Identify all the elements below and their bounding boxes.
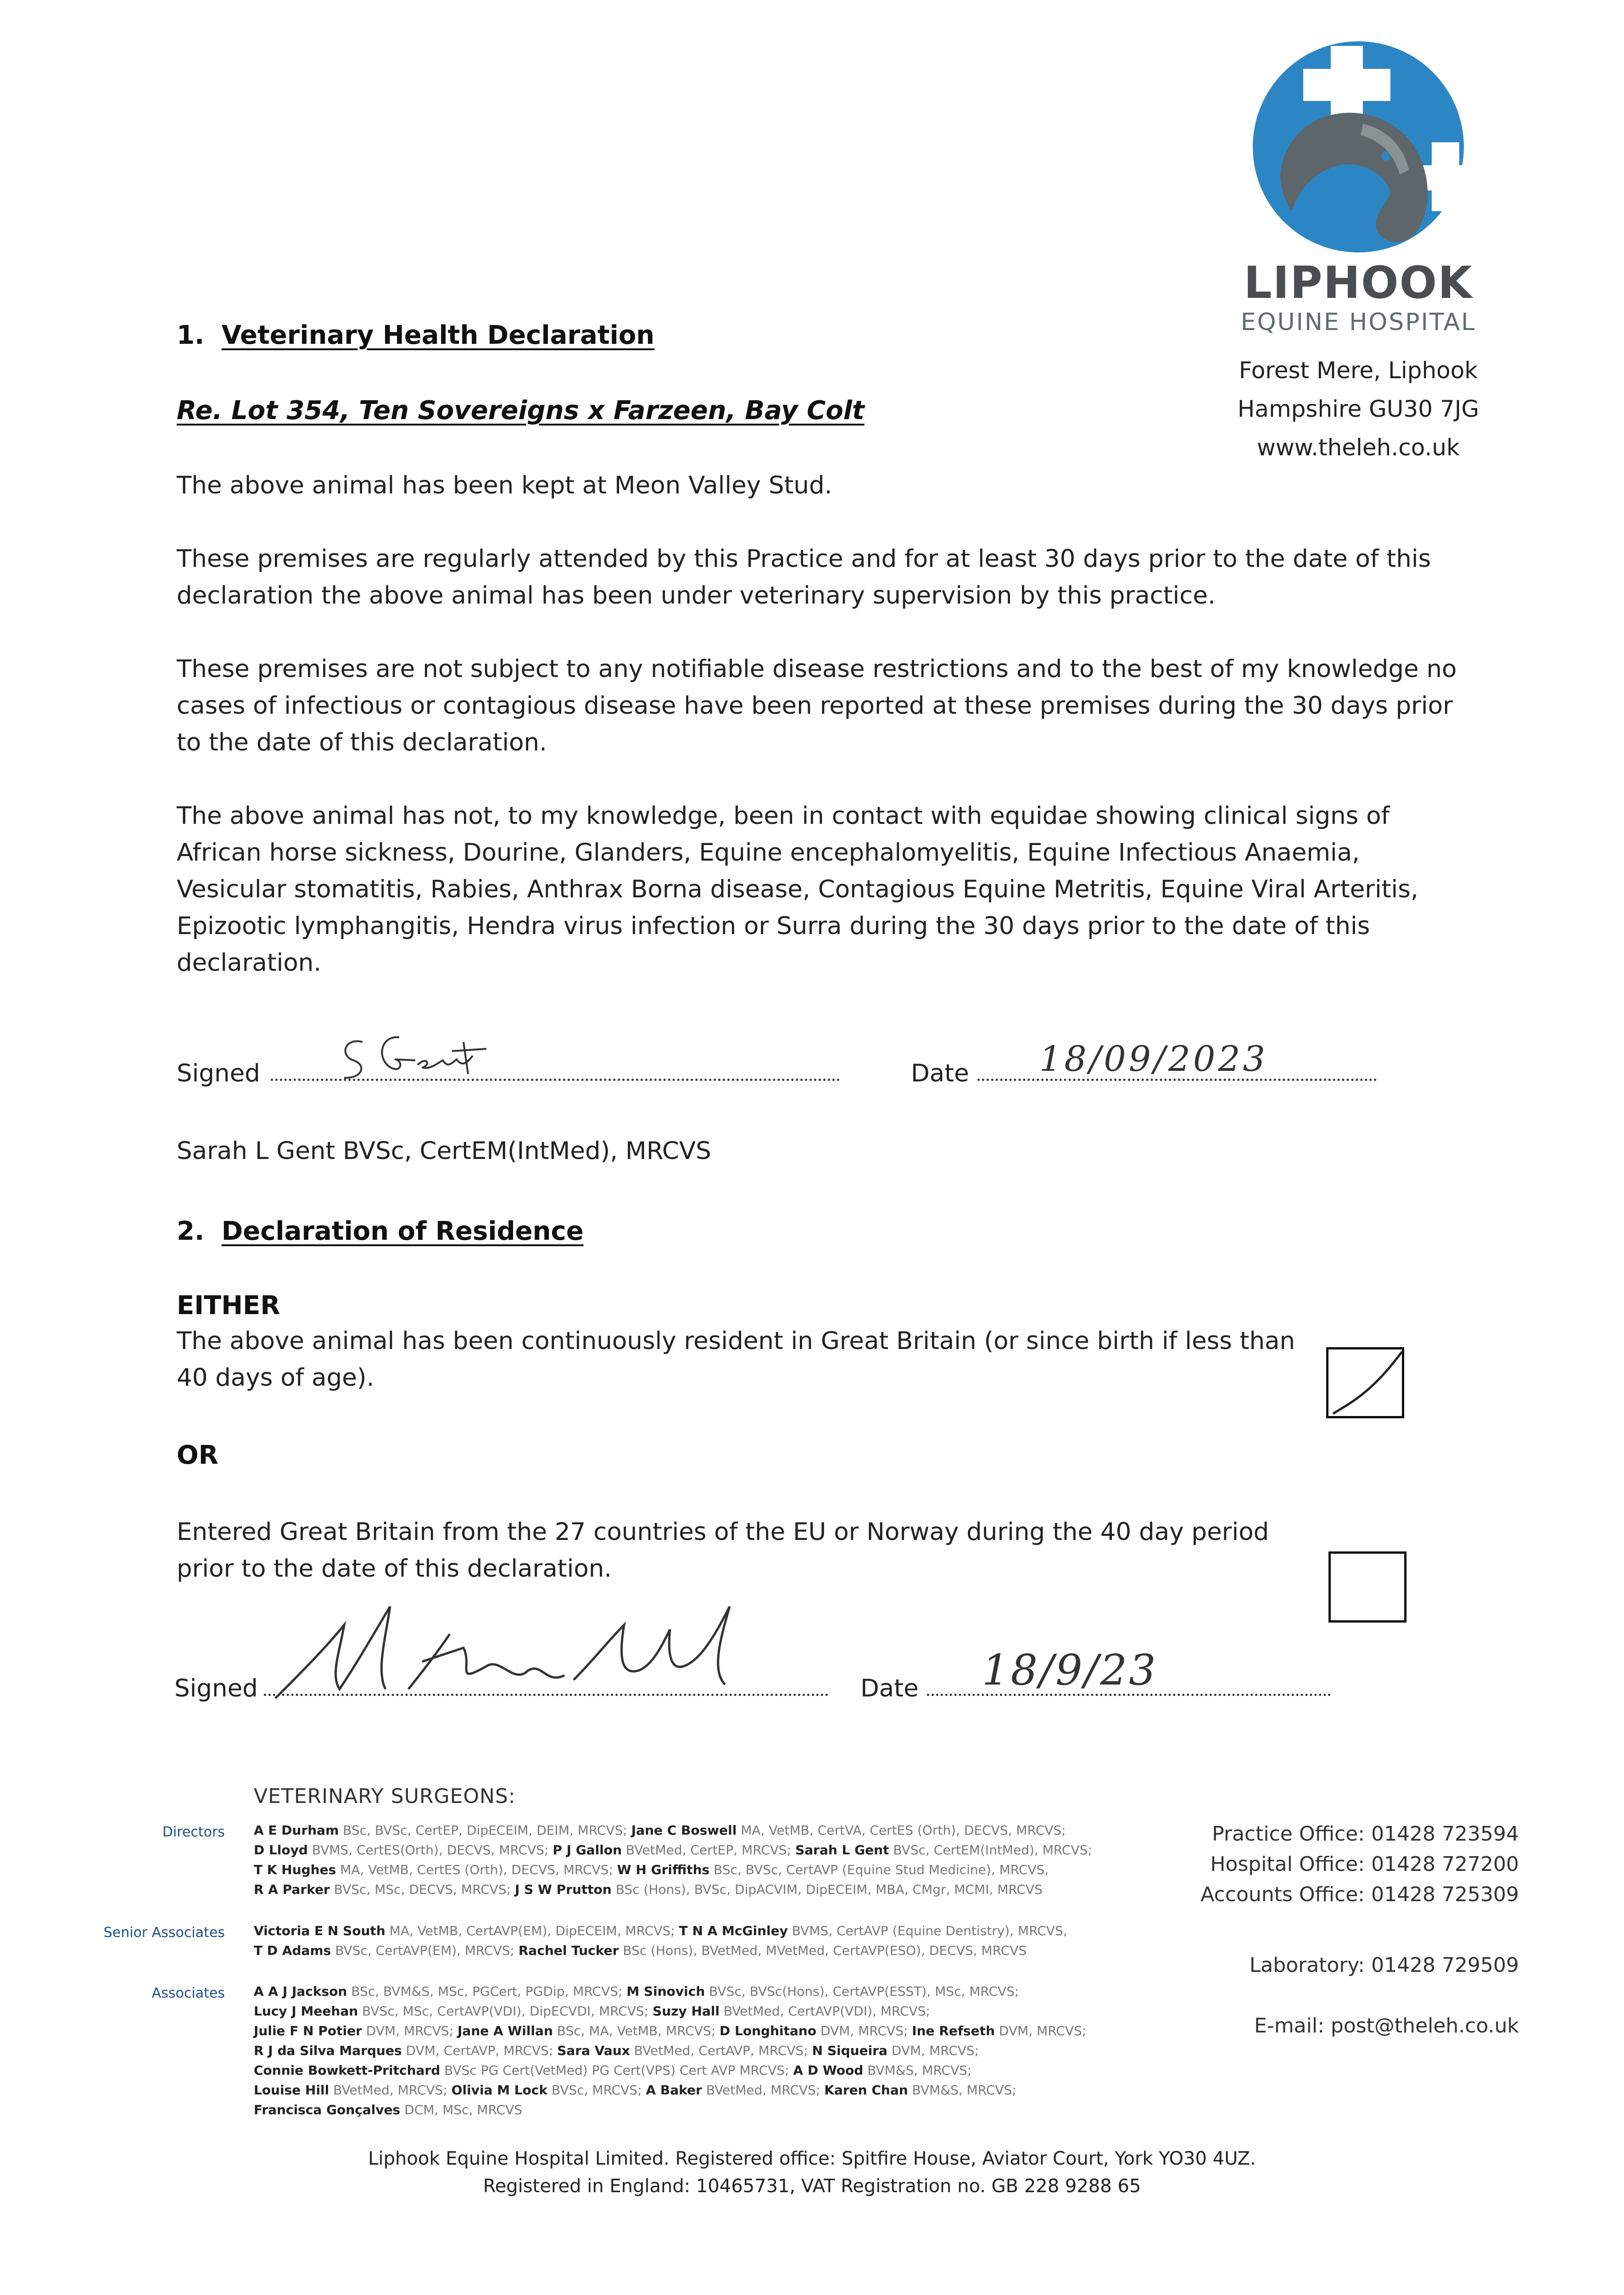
section-1-title: Veterinary Health Declaration: [221, 320, 655, 350]
para-no-restrictions-line-1: These premises are not subject to any notifiable disease restrictions and to the best of my knowledge no: [177, 655, 1457, 683]
staff-qualifications: BVMS, CertAVP (Equine Dentistry), MRCVS,: [787, 1923, 1067, 1938]
brand-subtitle: EQUINE HOSPITAL: [1240, 308, 1476, 336]
para-no-contact-line-2: African horse sickness, Dourine, Glanders, Equine encephalomyelitis, Equine Infectious Anaemia,: [177, 839, 1360, 867]
staff-line: [254, 1840, 1116, 1860]
section-1-number: 1.: [177, 320, 205, 350]
staff-qualifications: BSc, BVSc, CertEP, DipECEIM, DEIM, MRCVS;: [339, 1823, 631, 1838]
date-value-1: 18/09/2023: [1039, 1038, 1268, 1079]
staff-name: R J da Silva Marques: [254, 2043, 402, 2058]
staff-name: Victoria E N South: [254, 1923, 385, 1938]
para-no-contact-line-5: declaration.: [177, 949, 322, 977]
option-1-text: [177, 1323, 1295, 1396]
staff-name: D Longhitano: [720, 2023, 817, 2038]
staff-line: [254, 2041, 1116, 2060]
staff-qualifications: MA, VetMB, CertAVP(EM), DipECEIM, MRCVS;: [385, 1923, 679, 1938]
staff-qualifications: BVSc, CertAVP(EM), MRCVS;: [331, 1943, 519, 1958]
staff-name: A D Wood: [793, 2063, 864, 2078]
date-value-2: 18/9/23: [982, 1646, 1158, 1695]
para-supervision-line-2: declaration the above animal has been under veterinary supervision by this practice.: [177, 582, 1216, 610]
staff-qualifications: BSc, MA, VetMB, MRCVS;: [552, 2023, 720, 2038]
laboratory-phone: Laboratory: 01428 729509: [1249, 1954, 1519, 1977]
staff-qualifications: BVSc, CertEM(IntMed), MRCVS;: [889, 1842, 1092, 1858]
staff-qualifications: BVM&S, MRCVS;: [863, 2063, 972, 2078]
section-2-heading: [177, 1216, 584, 1246]
staff-qualifications: DVM, MRCVS;: [816, 2023, 912, 2038]
staff-qualifications: BSc, BVSc, CertAVP (Equine Stud Medicine), MRCVS,: [709, 1862, 1049, 1877]
para-supervision-line-1: These premises are regularly attended by this Practice and for at least 30 days prior to the date of this: [177, 545, 1431, 573]
staff-line: [254, 1921, 1116, 1941]
staff-qualifications: DVM, CertAVP, MRCVS;: [402, 2043, 558, 2058]
website: www.theleh.co.uk: [1256, 434, 1460, 461]
staff-qualifications: BVetMed, CertAVP, MRCVS;: [630, 2043, 812, 2058]
signatory-name: Sarah L Gent BVSc, CertEM(IntMed), MRCVS: [177, 1137, 711, 1165]
staff-name: Jane A Willan: [458, 2023, 553, 2038]
address-line-2: Hampshire GU30 7JG: [1237, 396, 1479, 422]
staff-name: Louise Hill: [254, 2082, 329, 2098]
staff-name: T N A McGinley: [679, 1923, 788, 1938]
staff-line: [254, 1880, 1116, 1899]
staff-line: [254, 2021, 1116, 2041]
staff-qualifications: MA, VetMB, CertVA, CertES (Orth), DECVS, MRCVS;: [737, 1823, 1066, 1838]
para-no-contact-line-1: The above animal has not, to my knowledge, been in contact with equidae showing clinical signs of: [177, 802, 1390, 830]
staff-name: Julie F N Potier: [254, 2023, 362, 2038]
staff-qualifications: DVM, MRCVS;: [887, 2043, 979, 2058]
staff-name: Connie Bowkett-Pritchard: [254, 2063, 441, 2078]
staff-line: [254, 2100, 1116, 2120]
directors-list: [254, 1820, 1116, 1899]
option-2-text: [177, 1514, 1269, 1587]
signature-1-drawing: [335, 1024, 519, 1088]
staff-line: [254, 1820, 1116, 1840]
staff-name: A A J Jackson: [254, 1984, 347, 1999]
staff-name: T D Adams: [254, 1943, 331, 1958]
company-registration-line-2: Registered in England: 10465731, VAT Registration no. GB 228 9288 65: [483, 2176, 1141, 2197]
staff-line: [254, 2001, 1116, 2021]
staff-name: T K Hughes: [254, 1862, 336, 1877]
staff-qualifications: DVM, MRCVS;: [362, 2023, 458, 2038]
staff-line: [254, 1860, 1116, 1880]
staff-qualifications: BVetMed, MRCVS;: [329, 2082, 452, 2098]
or-label: OR: [177, 1440, 218, 1470]
staff-qualifications: BVSc, MSc, DECVS, MRCVS;: [329, 1882, 515, 1897]
staff-name: M Sinovich: [626, 1984, 705, 1999]
para-no-restrictions: [177, 651, 1457, 761]
section-2-number: 2.: [177, 1216, 205, 1246]
staff-qualifications: BSc (Hons), BVetMed, MVetMed, CertAVP(ESO), DECVS, MRCVS: [619, 1943, 1027, 1958]
signature-2-drawing: [271, 1597, 798, 1703]
signed-label-2: Signed: [174, 1674, 258, 1702]
staff-name: Sara Vaux: [557, 2043, 630, 2058]
company-registration-line-1: Liphook Equine Hospital Limited. Registered office: Spitfire House, Aviator Court, York YO30 4UZ.: [368, 2148, 1256, 2169]
staff-name: R A Parker: [254, 1882, 330, 1897]
staff-name: Rachel Tucker: [518, 1943, 619, 1958]
associates-list: [254, 1982, 1116, 2120]
staff-name: N Siqueira: [812, 2043, 887, 2058]
either-label: EITHER: [177, 1291, 280, 1321]
option-1-line-2: 40 days of age).: [177, 1364, 374, 1392]
associates-label: Associates: [151, 1985, 225, 2001]
para-no-contact: [177, 798, 1418, 981]
option-2-line-2: prior to the date of this declaration.: [177, 1555, 612, 1583]
staff-name: Suzy Hall: [653, 2004, 720, 2019]
staff-qualifications: BVM&S, MRCVS;: [908, 2082, 1016, 2098]
directors-label: Directors: [162, 1824, 225, 1840]
para-no-contact-line-3: Vesicular stomatitis, Rabies, Anthrax Borna disease, Contagious Equine Metritis, Equine Viral Arteritis,: [177, 875, 1418, 903]
date-label-1: Date: [911, 1059, 969, 1087]
option-2-checkbox[interactable]: [1328, 1551, 1406, 1623]
staff-qualifications: BVSc, BVSc(Hons), CertAVP(ESST), MSc, MRCVS;: [705, 1984, 1019, 1999]
staff-qualifications: BVMS, CertES(Orth), DECVS, MRCVS;: [307, 1842, 553, 1858]
para-no-contact-line-4: Epizootic lymphangitis, Hendra virus infection or Surra during the 30 days prior to the date of this: [177, 912, 1370, 940]
staff-qualifications: BVetMed, MRCVS;: [702, 2082, 825, 2098]
staff-name: A Baker: [646, 2082, 702, 2098]
section-2-title: Declaration of Residence: [221, 1216, 584, 1246]
section-1-heading: [177, 320, 654, 350]
staff-name: Ine Refseth: [912, 2023, 995, 2038]
staff-name: Lucy J Meehan: [254, 2004, 358, 2019]
staff-qualifications: BVetMed, CertEP, MRCVS;: [622, 1842, 796, 1858]
email-address: E-mail: post@theleh.co.uk: [1254, 2014, 1519, 2038]
option-1-checkbox[interactable]: [1326, 1347, 1404, 1418]
staff-name: W H Griffiths: [617, 1862, 710, 1877]
staff-name: A E Durham: [254, 1823, 339, 1838]
staff-line: [254, 2060, 1116, 2080]
staff-name: Francisca Gonçalves: [254, 2102, 401, 2117]
signature-2: [271, 1597, 798, 1703]
staff-line: [254, 2080, 1116, 2100]
staff-name: Olivia M Lock: [451, 2082, 548, 2098]
signed-label-1: Signed: [177, 1059, 260, 1087]
staff-line: [254, 1982, 1116, 2001]
staff-name: J S W Prutton: [514, 1882, 612, 1897]
staff-qualifications: BVSc, MSc, CertAVP(VDI), DipECVDI, MRCVS;: [358, 2004, 653, 2019]
senior-associates-list: [254, 1921, 1116, 1960]
para-no-restrictions-line-2: cases of infectious or contagious disease have been reported at these premises during the 30 days prior: [177, 692, 1453, 720]
staff-qualifications: BSc (Hons), BVSc, DipACVIM, DipECEIM, MBA, CMgr, MCMI, MRCVS: [611, 1882, 1043, 1897]
staff-line: [254, 1941, 1116, 1960]
staff-qualifications: BVetMed, CertAVP(VDI), MRCVS;: [720, 2004, 930, 2019]
veterinary-surgeons-title: VETERINARY SURGEONS:: [254, 1785, 516, 1808]
staff-qualifications: MA, VetMB, CertES (Orth), DECVS, MRCVS;: [336, 1862, 617, 1877]
practice-office-phone: Practice Office: 01428 723594: [1212, 1822, 1519, 1846]
liphook-logo-icon: [1248, 37, 1468, 257]
para-kept-at: The above animal has been kept at Meon Valley Stud.: [177, 471, 832, 499]
staff-qualifications: BVSc, MRCVS;: [547, 2082, 646, 2098]
staff-qualifications: DVM, MRCVS;: [994, 2023, 1087, 2038]
address-line-1: Forest Mere, Liphook: [1239, 357, 1478, 384]
senior-associates-label: Senior Associates: [103, 1925, 225, 1941]
para-no-restrictions-line-3: to the date of this declaration.: [177, 728, 547, 756]
date-label-2: Date: [860, 1674, 919, 1702]
para-supervision: [177, 541, 1431, 614]
staff-qualifications: BVSc PG Cert(VetMed) PG Cert(VPS) Cert AVP MRCVS;: [440, 2063, 793, 2078]
staff-name: Jane C Boswell: [631, 1823, 737, 1838]
brand-name: LIPHOOK: [1244, 257, 1473, 308]
staff-qualifications: DCM, MSc, MRCVS: [400, 2102, 523, 2117]
staff-name: P J Gallon: [552, 1842, 622, 1858]
hospital-office-phone: Hospital Office: 01428 727200: [1210, 1853, 1519, 1876]
horse-head-logo-icon: [1248, 37, 1468, 257]
option-1-line-1: The above animal has been continuously resident in Great Britain (or since birth if less than: [177, 1327, 1295, 1355]
staff-name: Karen Chan: [824, 2082, 908, 2098]
checkmark-icon: [1328, 1349, 1402, 1416]
signature-1: [335, 1024, 519, 1088]
option-2-line-1: Entered Great Britain from the 27 countries of the EU or Norway during the 40 day period: [177, 1518, 1269, 1546]
lot-reference: Re. Lot 354, Ten Sovereigns x Farzeen, Bay Colt: [177, 396, 865, 425]
staff-qualifications: BSc, BVM&S, MSc, PGCert, PGDip, MRCVS;: [347, 1984, 627, 1999]
accounts-office-phone: Accounts Office: 01428 725309: [1200, 1883, 1519, 1906]
staff-name: Sarah L Gent: [795, 1842, 889, 1858]
staff-name: D Lloyd: [254, 1842, 308, 1858]
